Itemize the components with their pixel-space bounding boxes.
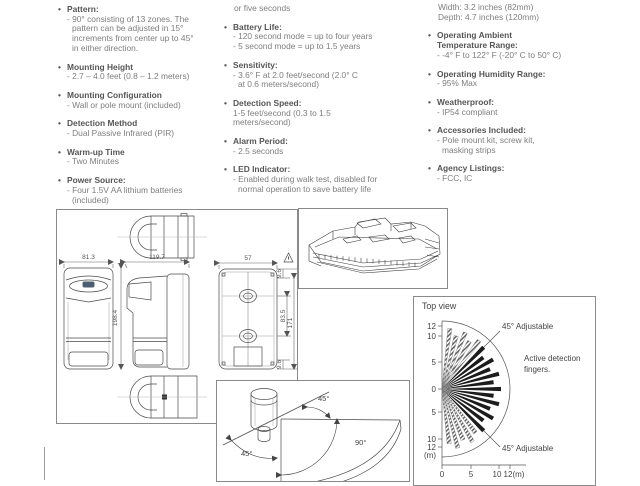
spec-heading-text: Agency Listings: xyxy=(437,163,505,174)
bullet-icon: • xyxy=(224,164,227,175)
spec-heading-text: Pattern: xyxy=(67,4,99,14)
spec-line: - 3.6° F at 2.0 feet/second (2.0° C xyxy=(233,69,358,80)
internal-assembly-panel xyxy=(298,208,448,289)
spec-line: - IP54 compliant xyxy=(437,106,498,117)
left-45-arc xyxy=(231,440,277,458)
spec-line: pattern can be adjusted in 15° xyxy=(72,23,184,34)
bullet-icon: • xyxy=(58,89,61,100)
top-45-arc xyxy=(307,407,330,418)
spec-line: - Wall or pole mount (included) xyxy=(67,99,181,110)
spec-line: or five seconds xyxy=(234,3,291,13)
spec-line: - Dual Passive Infrared (PIR) xyxy=(67,128,175,139)
detector-cap xyxy=(251,389,277,400)
spec-line: Depth: 4.7 inches (120mm) xyxy=(438,11,540,22)
bullet-icon: • xyxy=(58,175,61,186)
active-fingers-label-1: Active detection xyxy=(524,354,581,363)
spec-column-1 xyxy=(58,5,194,205)
spec-heading-text: LED Indicator: xyxy=(233,164,291,175)
bullet-icon: • xyxy=(58,61,61,72)
bullet-icon: • xyxy=(428,125,431,136)
y-tick: 12 xyxy=(427,322,436,331)
wedge-top-edge xyxy=(281,419,400,420)
bullet-icon: • xyxy=(428,68,431,79)
spec-line: (included) xyxy=(72,194,109,205)
detection-fingers xyxy=(442,328,501,448)
y-tick: 12 xyxy=(427,443,436,452)
y-tick: 10 xyxy=(427,435,436,444)
y-tick: 10 xyxy=(427,332,436,341)
x-tick: 0 xyxy=(439,470,445,479)
spec-heading-text: Weatherproof: xyxy=(437,96,495,107)
spec-line: - Four 1.5V AA lithium batteries xyxy=(67,184,183,195)
dim-back-hole-spacing: 83.5 xyxy=(280,309,287,323)
detection-pattern-chart xyxy=(414,297,595,485)
spec-heading-text: Sensitivity: xyxy=(233,59,278,70)
side-view-back xyxy=(167,274,189,369)
spec-heading-text: Operating Humidity Range: xyxy=(437,68,546,79)
spec-heading-text: Battery Life: xyxy=(233,21,282,32)
spec-line: - 120 second mode = up to four years xyxy=(233,31,373,42)
angle-left-label: 45° xyxy=(241,449,253,458)
dim-back-offset-top: 9.6 xyxy=(276,268,283,279)
side-view-outline xyxy=(127,276,167,367)
spec-line: - 90° consisting of 13 zones. The xyxy=(67,13,189,24)
spec-line: Width: 3.2 inches (82mm) xyxy=(438,2,534,12)
spec-line: - -4° F to 122° F (-20° C to 50° C) xyxy=(437,49,562,60)
dim-side-depth: 119.7 xyxy=(149,254,165,261)
angle-sweep-label: 90° xyxy=(355,438,367,447)
y-axis-unit: (m) xyxy=(424,451,436,460)
spec-line: in either direction. xyxy=(72,42,139,53)
spec-heading-text: Operating Ambient xyxy=(437,30,513,41)
spec-heading-text: Power Source: xyxy=(67,175,126,186)
bullet-icon: • xyxy=(428,96,431,107)
dim-front-width: 81.3 xyxy=(82,254,95,261)
bullet-icon: • xyxy=(58,118,61,129)
spec-heading-text: Warm-up Time xyxy=(67,146,125,157)
spec-heading-text: Detection Speed: xyxy=(233,97,302,108)
spec-line: - FCC, IC xyxy=(437,173,473,184)
spec-line: - Enabled during walk test, disabled for xyxy=(233,174,378,185)
y-tick: 5 xyxy=(431,358,436,367)
y-tick: 0 xyxy=(431,385,436,394)
x-axis-unit: 12(m) xyxy=(503,470,525,479)
adjustment-axis-line xyxy=(223,392,329,445)
bullet-icon: • xyxy=(224,136,227,147)
bullet-icon: • xyxy=(224,59,227,70)
active-fingers-label-2: fingers. xyxy=(524,365,551,374)
spec-heading-text: Mounting Height xyxy=(67,61,134,72)
spec-heading-text: Alarm Period: xyxy=(233,136,288,147)
spec-line: - Two Minutes xyxy=(67,156,119,167)
detection-pattern-panel xyxy=(413,296,596,486)
spec-heading: Temperature Range: xyxy=(437,40,518,51)
bullet-icon: • xyxy=(224,97,227,108)
angle-top-label: 45° xyxy=(318,394,330,403)
bullet-icon: • xyxy=(224,21,227,32)
spec-line: - Pole mount kit, screw kit, xyxy=(437,135,535,146)
internal-assembly-drawing xyxy=(299,209,447,288)
bullet-icon: • xyxy=(428,163,431,174)
x-tick: 5 xyxy=(468,470,474,479)
spec-line: increments from center up to 45° xyxy=(72,33,194,44)
dim-back-width: 57 xyxy=(244,255,252,262)
dim-back-offset-bottom: 9.6 xyxy=(276,359,283,370)
y-tick: 5 xyxy=(431,408,436,417)
x-tick: 10 xyxy=(492,470,502,479)
spec-heading-text: Accessories Included: xyxy=(437,125,526,136)
spec-line: masking strips xyxy=(442,144,496,155)
spec-line: 1-5 feet/second (0.3 to 1.5 xyxy=(233,107,331,118)
bullet-icon: • xyxy=(58,4,61,14)
adjustable-bottom-label: 45° Adjustable xyxy=(502,444,554,453)
bullet-icon: • xyxy=(428,30,431,41)
cropped-element-edge xyxy=(44,447,45,480)
adjustment-angle-panel xyxy=(216,380,410,482)
spec-line: - 5 second mode = up to 1.5 years xyxy=(233,41,361,52)
adjustable-top-label: 45° Adjustable xyxy=(502,322,554,331)
top-view-title: Top view xyxy=(422,301,457,311)
spec-heading-text: Mounting Configuration xyxy=(67,89,162,100)
spec-line: - 95% Max xyxy=(437,78,478,89)
spec-line: at 0.6 meters/second) xyxy=(238,79,319,90)
spec-column-2 xyxy=(224,4,377,195)
dim-back-height: 171 xyxy=(287,317,294,329)
spec-line: meters/second) xyxy=(233,117,291,128)
sweep-90-arc xyxy=(281,419,337,475)
spec-heading-text: Detection Method xyxy=(67,118,138,129)
lens-button xyxy=(83,282,95,288)
bullet-icon: • xyxy=(58,146,61,157)
spec-line: normal operation to save battery life xyxy=(238,183,372,194)
adjustment-angle-diagram xyxy=(217,381,409,481)
dim-height: 198.4 xyxy=(112,309,119,327)
spec-line: - 2.7 – 4.0 feet (0.8 – 1.2 meters) xyxy=(67,71,190,82)
spec-line: - 2.5 seconds xyxy=(233,145,284,156)
spec-column-3 xyxy=(428,3,561,184)
